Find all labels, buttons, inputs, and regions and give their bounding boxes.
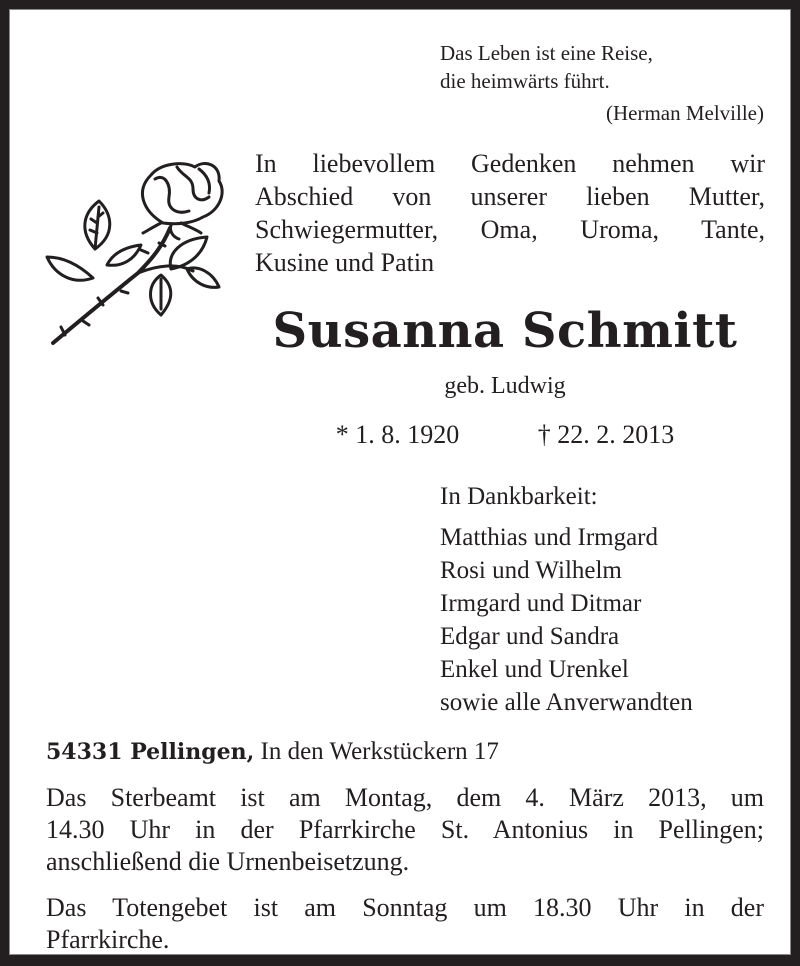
mourner-name: Irmgard und Ditmar (440, 590, 642, 617)
intro-text (255, 147, 765, 279)
death-date: † 22. 2. 2013 (537, 420, 675, 449)
mourners-block (440, 480, 780, 719)
rose-icon (43, 153, 233, 353)
motto-line: Das Leben ist eine Reise, (440, 41, 653, 65)
mourner-name: Matthias und Irmgard (440, 524, 659, 551)
requiem-line: Das Sterbeamt ist am Montag, dem 4. März 2013, um (46, 783, 764, 812)
birth-date: * 1. 8. 1920 (335, 420, 460, 449)
family-address (46, 736, 499, 768)
intro-line: In liebevollem Gedenken nehmen wir (255, 149, 765, 178)
address-city: 54331 Pellingen, (46, 739, 255, 765)
prayer-line: Das Totengebet ist am Sonntag um 18.30 Uhr in der (46, 893, 764, 922)
requiem-line: anschließend die Urnenbeisetzung. (46, 847, 410, 876)
motto-line: die heimwärts führt. (440, 69, 610, 93)
prayer-notice (46, 892, 764, 956)
intro-line: Schwiegermutter, Oma, Uroma, Tante, (255, 215, 765, 244)
mourners-label: In Dankbarkeit: (440, 483, 598, 510)
address-street: In den Werkstückern 17 (260, 738, 499, 765)
motto-author: (Herman Melville) (605, 101, 764, 125)
prayer-line: Pfarrkirche. (46, 925, 170, 954)
mourner-name: Edgar und Sandra (440, 623, 620, 650)
deceased-name: Susanna Schmitt (272, 303, 738, 359)
mourner-name: Rosi und Wilhelm (440, 557, 622, 584)
mourner-name: Enkel und Urenkel (440, 656, 629, 683)
requiem-line: 14.30 Uhr in der Pfarrkirche St. Antonius in Pellingen; (46, 815, 764, 844)
intro-line: Abschied von unserer lieben Mutter, (255, 182, 765, 211)
life-dates (255, 419, 755, 451)
motto-quote (440, 39, 770, 127)
requiem-notice (46, 782, 764, 878)
intro-line: Kusine und Patin (255, 248, 435, 277)
mourner-name: sowie alle Anverwandten (440, 689, 693, 716)
obituary-frame (9, 9, 791, 955)
maiden-name: geb. Ludwig (444, 373, 566, 399)
